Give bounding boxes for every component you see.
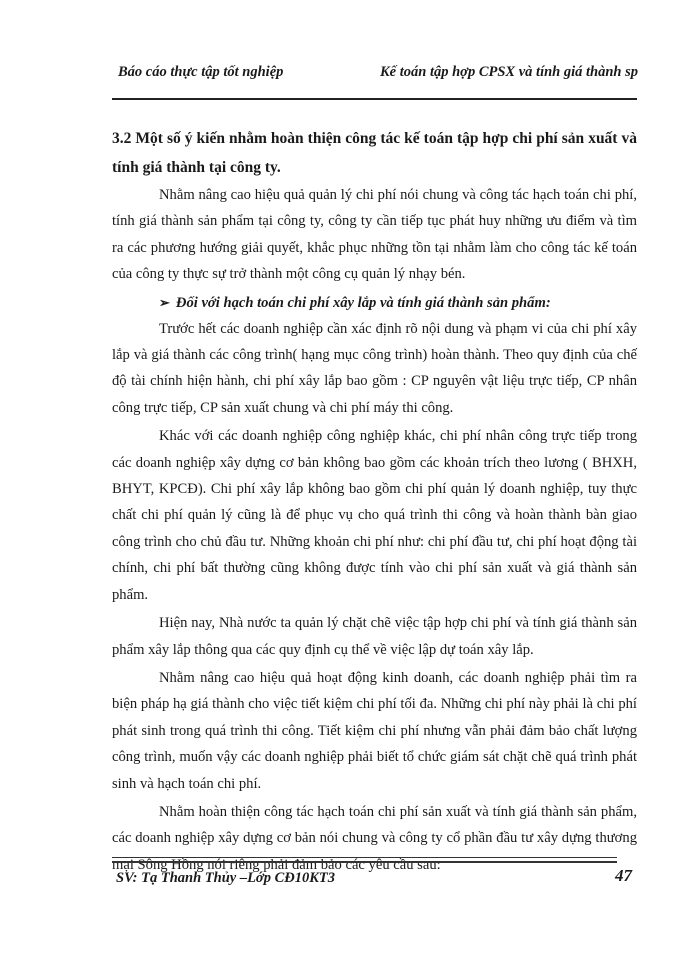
subheading-construction-costs xyxy=(112,290,637,316)
section-heading: 3.2 Một số ý kiến nhằm hoàn thiện công tác kế toán tập hợp chi phí sản xuất và tính giá thành tại công ty. xyxy=(112,130,637,176)
footer-divider-thick xyxy=(112,861,617,863)
paragraph-5: Nhằm hoàn thiện công tác hạch toán chi phí sản xuất và tính giá thành sản phẩm, các doanh nghiệp xây dựng cơ bản nói chung và công ty cổ phần đầu tư xây dựng thương mại Sông Hồng nói riêng phải đảm bảo các yêu cầu sau: xyxy=(112,803,637,873)
header-divider xyxy=(112,98,637,100)
subheading-text: Đối với hạch toán chi phí xây lắp và tính giá thành sản phẩm: xyxy=(175,294,551,311)
paragraph-2: Khác với các doanh nghiệp công nghiệp khác, chi phí nhân công trực tiếp trong các doanh nghiệp xây dựng cơ bản không bao gồm các khoản trích theo lương ( BHXH, BHYT, KPCĐ). Chi phí xây lắp không bao gồm chi phí quản lý doanh nghiệp, tuy thực chất chi phí quản lý cũng là để phục vụ cho quá trình thi công và hoàn thành bàn giao công trình cho chủ đầu tư. Những khoản chi phí như: chi phí đầu tư, chi phí hoạt động tài chính, chi phí bất thường cũng không được tính vào chi phí sản xuất và giá thành sản phẩm. xyxy=(112,428,637,603)
paragraph-4: Nhằm nâng cao hiệu quả hoạt động kinh doanh, các doanh nghiệp phải tìm ra biện pháp hạ giá thành cho việc tiết kiệm chi phí tối đa. Những chi phí này phải là chi phí phát sinh trong quá trình thi công. Tiết kiệm chi phí nhưng vẫn phải đảm bảo chất lượng công trình, muốn vậy các doanh nghiệp phải biết tổ chức giám sát chặt chẽ quá trình phát sinh và hạch toán chi phí. xyxy=(112,669,637,792)
paragraph-1: Trước hết các doanh nghiệp cần xác định rõ nội dung và phạm vi của chi phí xây lắp và giá thành các công trình( hạng mục công trình) hoàn thành. Theo quy định của chế độ tài chính hiện hành, chi phí xây lắp bao gồm : CP nguyên vật liệu trực tiếp, CP nhân công trực tiếp, CP sản xuất chung và chi phí máy thi công. xyxy=(112,320,637,416)
page-body xyxy=(112,124,637,878)
footer-divider-thin xyxy=(112,857,617,858)
arrow-bullet-icon: ➢ xyxy=(159,294,170,310)
page-header xyxy=(112,60,642,90)
paragraph-3: Hiện nay, Nhà nước ta quản lý chặt chẽ việc tập hợp chi phí và tính giá thành sản phẩm xây lắp thông qua các quy định cụ thể về việc lập dự toán xây lắp. xyxy=(112,615,637,658)
header-report-title: Báo cáo thực tập tốt nghiệp xyxy=(118,64,284,80)
page-number: 47 xyxy=(615,866,632,885)
footer-student-info: SV: Tạ Thanh Thủy –Lớp CĐ10KT3 xyxy=(116,870,336,886)
paragraph-intro: Nhằm nâng cao hiệu quả quản lý chi phí nói chung và công tác hạch toán chi phí, tính giá thành sản phẩm tại công ty, công ty cần tiếp tục phát huy những ưu điểm và tìm ra các phương hướng giải quyết, khắc phục những tồn tại nhằm làm cho công tác kế toán của công ty thực sự trở thành một công cụ quản lý nhạy bén. xyxy=(112,187,637,283)
header-topic-title: Kế toán tập hợp CPSX và tính giá thành sp xyxy=(380,64,638,80)
